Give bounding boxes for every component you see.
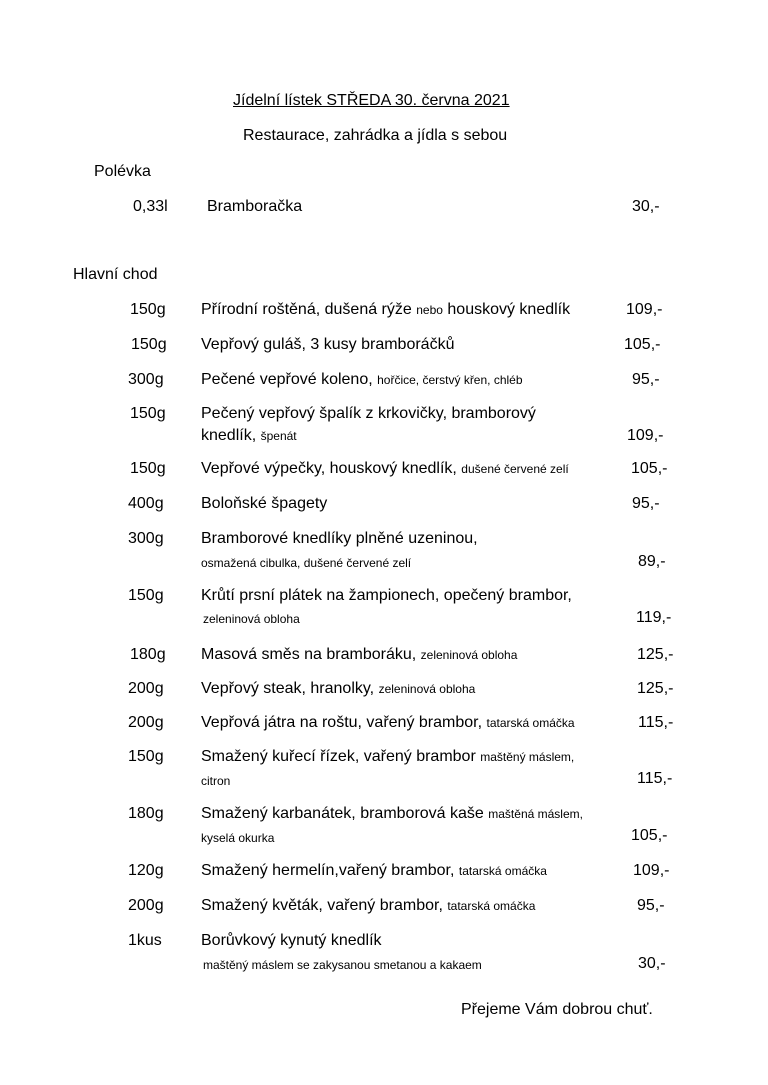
item-name: Vepřové výpečky, houskový knedlík,	[201, 460, 457, 477]
item-price: 109,-	[633, 862, 670, 879]
item-name: Krůtí prsní plátek na žampionech, opečený brambor,	[201, 587, 572, 604]
item-quantity: 150g	[131, 336, 167, 353]
item-description	[201, 714, 575, 732]
item-price: 115,-	[638, 714, 674, 731]
item-quantity: 200g	[128, 714, 164, 731]
item-quantity: 200g	[128, 897, 164, 914]
item-note: dušené červené zelí	[461, 462, 569, 476]
item-note: tatarská omáčka	[447, 899, 536, 913]
menu-subtitle: Restaurace, zahrádka a jídla s sebou	[243, 127, 508, 144]
item-quantity: 0,33l	[133, 198, 168, 215]
item-note: maštěná máslem,	[488, 807, 583, 821]
item-price: 30,-	[638, 955, 666, 972]
section-heading-soup: Polévka	[94, 163, 151, 180]
item-name: Borůvkový kynutý knedlík	[201, 932, 382, 949]
item-name: Vepřová játra na roštu, vařený brambor,	[201, 714, 483, 731]
item-quantity: 150g	[128, 587, 164, 604]
closing-wish: Přejeme Vám dobrou chuť.	[461, 1001, 653, 1018]
item-note: zeleninová obloha	[203, 612, 300, 626]
item-name: Vepřový steak, hranolky,	[201, 680, 375, 697]
item-quantity: 150g	[128, 748, 164, 765]
item-name: Přírodní roštěná, dušená rýže	[201, 301, 412, 318]
item-name: Smažený hermelín,vařený brambor,	[201, 862, 455, 879]
item-note: tatarská omáčka	[486, 716, 575, 730]
item-quantity: 120g	[128, 862, 164, 879]
item-note-line2: kyselá okurka	[201, 831, 275, 845]
item-note: osmažená cibulka, dušené červené zelí	[201, 556, 412, 570]
item-quantity: 180g	[130, 646, 166, 663]
menu-title: Jídelní lístek STŘEDA 30. června 2021	[233, 92, 510, 109]
item-name: Boloňské špagety	[201, 495, 328, 512]
item-note-line2: citron	[201, 774, 231, 788]
item-note: hořčice, čerstvý křen, chléb	[377, 373, 523, 387]
item-note: zeleninová obloha	[420, 648, 518, 662]
item-name: Smažený kuřecí řízek, vařený brambor	[201, 748, 476, 765]
item-price: 89,-	[638, 553, 666, 570]
item-name: Pečené vepřové koleno,	[201, 371, 373, 388]
item-name: Masová směs na bramboráku,	[201, 646, 417, 663]
item-note: tatarská omáčka	[458, 864, 547, 878]
item-name-cont: knedlík,	[201, 427, 257, 444]
item-note: zeleninová obloha	[378, 682, 476, 696]
item-name: Bramborové knedlíky plněné uzeninou,	[201, 530, 478, 547]
item-description	[201, 805, 583, 823]
item-note: špenát	[260, 429, 297, 443]
item-quantity: 150g	[130, 460, 166, 477]
item-quantity: 400g	[128, 495, 164, 512]
item-quantity: 300g	[128, 530, 164, 547]
section-heading-main: Hlavní chod	[73, 266, 158, 283]
item-description	[201, 862, 547, 880]
item-price: 30,-	[632, 198, 660, 215]
item-price: 105,-	[631, 460, 668, 477]
item-note: maštěný máslem,	[480, 750, 575, 764]
item-name: Bramboračka	[207, 198, 303, 215]
item-price: 95,-	[632, 371, 660, 388]
item-note: nebo	[416, 303, 443, 317]
item-description	[201, 371, 523, 389]
item-price: 95,-	[637, 897, 665, 914]
item-price: 95,-	[632, 495, 660, 512]
item-price: 119,-	[636, 609, 672, 626]
item-quantity: 300g	[128, 371, 164, 388]
item-price: 125,-	[637, 646, 674, 663]
item-note: maštěný máslem se zakysanou smetanou a kakaem	[203, 958, 482, 972]
item-description	[201, 748, 574, 766]
item-name: Smažený karbanátek, bramborová kaše	[201, 805, 484, 822]
item-price: 105,-	[631, 827, 668, 844]
item-description-line2	[201, 427, 297, 445]
item-quantity: 150g	[130, 405, 166, 422]
item-name: Vepřový guláš, 3 kusy bramboráčků	[201, 336, 455, 353]
item-description	[201, 646, 517, 664]
item-name-cont: houskový knedlík	[447, 301, 571, 318]
item-price: 109,-	[626, 301, 663, 318]
item-price: 109,-	[627, 427, 664, 444]
item-quantity: 200g	[128, 680, 164, 697]
item-description	[201, 460, 569, 478]
item-quantity: 1kus	[128, 932, 162, 949]
item-price: 125,-	[637, 680, 674, 697]
item-description	[201, 680, 475, 698]
item-price: 105,-	[624, 336, 661, 353]
item-price: 115,-	[637, 770, 673, 787]
item-name: Smažený květák, vařený brambor,	[201, 897, 443, 914]
item-description	[201, 897, 535, 915]
item-description	[201, 301, 570, 319]
item-quantity: 150g	[130, 301, 166, 318]
item-name: Pečený vepřový špalík z krkovičky, bramborový	[201, 405, 536, 422]
item-quantity: 180g	[128, 805, 164, 822]
